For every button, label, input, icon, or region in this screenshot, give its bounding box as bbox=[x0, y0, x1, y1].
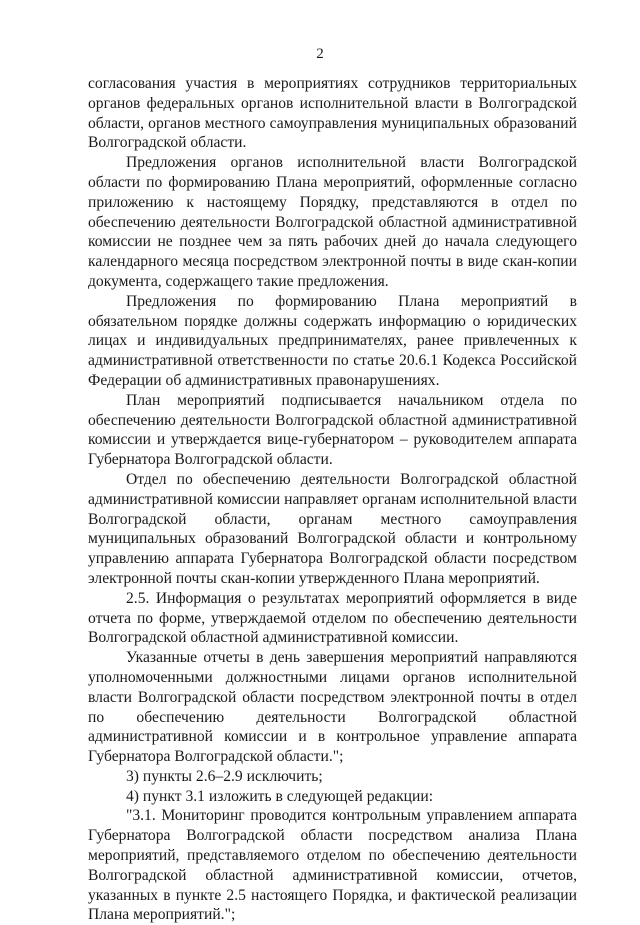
paragraph: План мероприятий подписывается начальником отдела по обеспечению деятельности Волгоградской областной административной комиссии и утверждается вице-губернатором – руководителем аппарата Губернатора Волгоградской области. bbox=[88, 391, 577, 469]
paragraph: Отдел по обеспечению деятельности Волгоградской областной административной комиссии направляет органам исполнительной власти Волгоградской области, органам местного самоуправления муниципальных образований Волгоградской области и контрольному управлению аппарата Губернатора Волгоградской области посредством электронной почты скан-копии утвержденного Плана мероприятий. bbox=[88, 470, 577, 587]
paragraph: Предложения органов исполнительной власти Волгоградской области по формированию Плана мероприятий, оформленные согласно приложению к настоящему Порядку, представляются в отдел по обеспечению деятельности Волгоградской областной административной комиссии не позднее чем за пять рабочих дней до начала следующего календарного месяца посредством электронной почты в виде скан-копии документа, содержащего такие предложения. bbox=[88, 154, 577, 290]
paragraph: 2.5. Информация о результатах мероприятий оформляется в виде отчета по форме, утверждаемой отделом по обеспечению деятельности Волгоградской областной административной комиссии. bbox=[88, 589, 577, 647]
document-body bbox=[88, 74, 577, 925]
paragraph: "3.1. Мониторинг проводится контрольным управлением аппарата Губернатора Волгоградской области посредством анализа Плана мероприятий, представляемого отделом по обеспечению деятельности Волгоградской областной административной комиссии, отчетов, указанных в пункте 2.5 настоящего Порядка, и фактической реализации Плана мероприятий."; bbox=[88, 807, 577, 924]
paragraph: 4) пункт 3.1 изложить в следующей редакции: bbox=[126, 787, 434, 805]
paragraph: 3) пункты 2.6–2.9 исключить; bbox=[126, 767, 323, 785]
paragraph: Указанные отчеты в день завершения мероприятий направляются уполномоченными должностными лицами органов исполнительной власти Волгоградской области посредством электронной почты в отдел по обеспечению деятельности Волгоградской областной административной комиссии и в контрольное управление аппарата Губернатора Волгоградской области."; bbox=[88, 649, 577, 766]
page-number: 2 bbox=[316, 46, 324, 62]
paragraph: Предложения по формированию Плана мероприятий в обязательном порядке должны содержать информацию о юридических лицах и индивидуальных предпринимателях, ранее привлеченных к административной ответственности по статье 20.6.1 Кодекса Российской Федерации об административных правонарушениях. bbox=[88, 292, 577, 389]
paragraph: согласования участия в мероприятиях сотрудников территориальных органов федеральных органов исполнительной власти в Волгоградской области, органов местного самоуправления муниципальных образований Волгоградской области. bbox=[88, 75, 577, 152]
